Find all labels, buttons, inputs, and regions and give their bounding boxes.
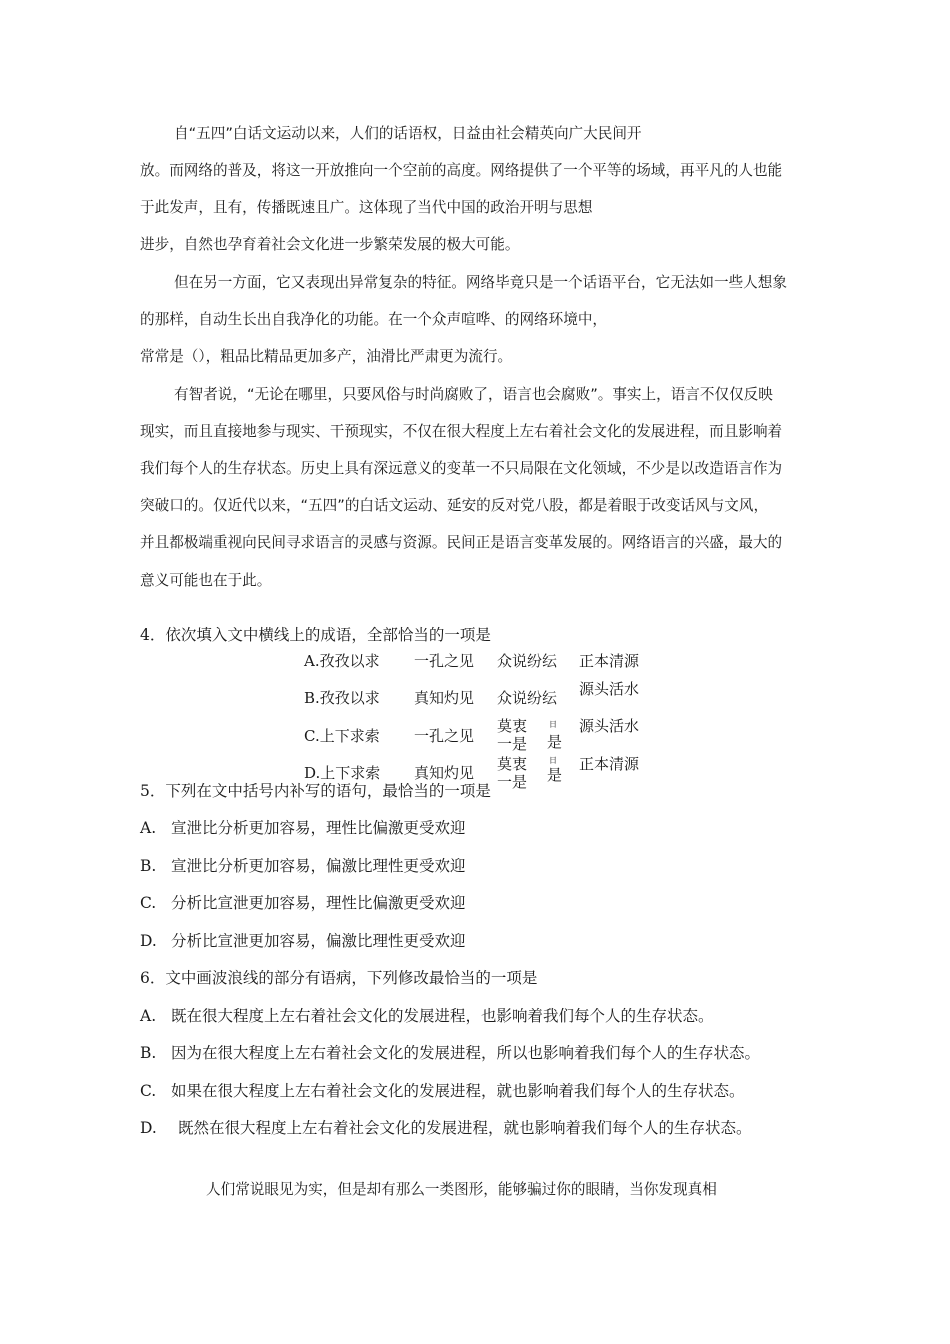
q4-option-d-char: 是 — [547, 766, 563, 784]
q5-option-c-letter: C. — [140, 894, 157, 912]
q4-option-a-idiom-3: 众说纷纭 — [497, 652, 558, 670]
q5-option-a-text: 宣泄比分析更加容易，理性比偏激更受欢迎 — [171, 819, 466, 837]
q4-option-c-idiom-3: 莫衷一是 — [497, 717, 528, 753]
q4-option-d-idiom-3: 莫衷一是 — [497, 755, 528, 791]
q4-option-c-idiom-4: 源头活水 — [579, 717, 640, 735]
passage-p2-line-3: 常常是（），粗品比精品更加多产，油滑比严肃更为流行。 — [140, 348, 513, 365]
q4-option-b-idiom-4: 源头活水 — [579, 680, 640, 698]
q5-option-b-text: 宣泄比分析更加容易，偏激比理性更受欢迎 — [171, 857, 466, 875]
q6-option-c-letter: C. — [140, 1082, 157, 1100]
q4-option-a-label: A.孜孜以求 — [304, 652, 380, 670]
footer-text: 人们常说眼见为实，但是却有那么一类图形，能够骗过你的眼睛，当你发现真相 — [206, 1181, 717, 1198]
q4-option-a-idiom-2: 一孔之见 — [414, 652, 475, 670]
passage-p3-line-2: 现实，而且直接地参与现实、干预现实，不仅在很大程度上左右着社会文化的发展进程，而且影响着 — [140, 423, 783, 440]
passage-p3-line-4: 突破口的。仅近代以来，“五四”的白话文运动、延安的反对党八股，都是着眼于改变话风与文风， — [140, 497, 769, 514]
q4-option-b-idiom-3: 众说纷纭 — [497, 689, 558, 707]
q5-option-b-letter: B. — [140, 857, 157, 875]
q5-option-d-text: 分析比宣泄更加容易，偏激比理性更受欢迎 — [171, 932, 466, 950]
passage-p1-line-2: 放。而网络的普及，将这一开放推向一个空前的高度。网络提供了一个平等的场域，再平凡的人也能 — [140, 162, 783, 179]
q4-option-c-mark: 日 — [549, 720, 557, 729]
q6-option-d-letter: D. — [140, 1119, 157, 1137]
q6-option-b-letter: B. — [140, 1044, 157, 1062]
q6-option-d-text: 既然在很大程度上左右着社会文化的发展进程，就也影响着我们每个人的生存状态。 — [178, 1119, 752, 1137]
q4-option-d-idiom-2: 真知灼见 — [414, 764, 475, 782]
q6-option-a-text: 既在很大程度上左右着社会文化的发展进程，也影响着我们每个人的生存状态。 — [171, 1007, 714, 1025]
q4-option-c-label: C.上下求索 — [304, 727, 380, 745]
q4-option-c-char: 是 — [547, 733, 563, 751]
q4-stem: 4．依次填入文中横线上的成语，全部恰当的一项是 — [140, 626, 491, 644]
q4-option-d-mark: 日 — [549, 756, 557, 765]
q4-option-d-label: D.上下求索 — [304, 764, 381, 782]
q6-option-c-text: 如果在很大程度上左右着社会文化的发展进程，就也影响着我们每个人的生存状态。 — [171, 1082, 745, 1100]
q6-stem: 6．文中画波浪线的部分有语病，下列修改最恰当的一项是 — [140, 969, 538, 987]
passage-p3-line-5: 并且都极端重视向民间寻求语言的灵感与资源。民间正是语言变革发展的。网络语言的兴盛，最大的 — [140, 534, 783, 551]
q5-option-d-letter: D. — [140, 932, 157, 950]
passage-p1-line-1: 自“五四”白话文运动以来，人们的话语权，日益由社会精英向广大民间开 — [174, 125, 642, 142]
q6-option-a-letter: A. — [140, 1007, 157, 1025]
passage-p2-line-1: 但在另一方面，它又表现出异常复杂的特征。网络毕竟只是一个话语平台，它无法如一些人想象 — [174, 274, 787, 291]
q4-option-a-idiom-4: 正本清源 — [579, 652, 640, 670]
passage-p1-line-4: 进步，自然也孕育着社会文化进一步繁荣发展的极大可能。 — [140, 236, 520, 253]
q4-option-d-idiom-4: 正本清源 — [579, 755, 640, 773]
passage-p3-line-6: 意义可能也在于此。 — [140, 572, 272, 589]
q5-option-c-text: 分析比宣泄更加容易，理性比偏激更受欢迎 — [171, 894, 466, 912]
q4-option-b-label: B.孜孜以求 — [304, 689, 380, 707]
q5-stem: 5．下列在文中括号内补写的语句，最恰当的一项是 — [140, 782, 491, 800]
passage-p2-line-2: 的那样，自动生长出自我净化的功能。在一个众声喧哗、的网络环境中， — [140, 311, 608, 328]
q5-option-a-letter: A. — [140, 819, 157, 837]
q4-option-b-idiom-2: 真知灼见 — [414, 689, 475, 707]
q6-option-b-text: 因为在很大程度上左右着社会文化的发展进程，所以也影响着我们每个人的生存状态。 — [171, 1044, 761, 1062]
passage-p1-line-3: 于此发声，且有，传播既速且广。这体现了当代中国的政治开明与思想 — [140, 199, 593, 216]
passage-p3-line-3: 我们每个人的生存状态。历史上具有深远意义的变革一不只局限在文化领域，不少是以改造语言作为 — [140, 460, 783, 477]
passage-p3-line-1: 有智者说，“无论在哪里，只要风俗与时尚腐败了，语言也会腐败”。事实上，语言不仅仅反映 — [174, 386, 773, 403]
q4-option-c-idiom-2: 一孔之见 — [414, 727, 475, 745]
